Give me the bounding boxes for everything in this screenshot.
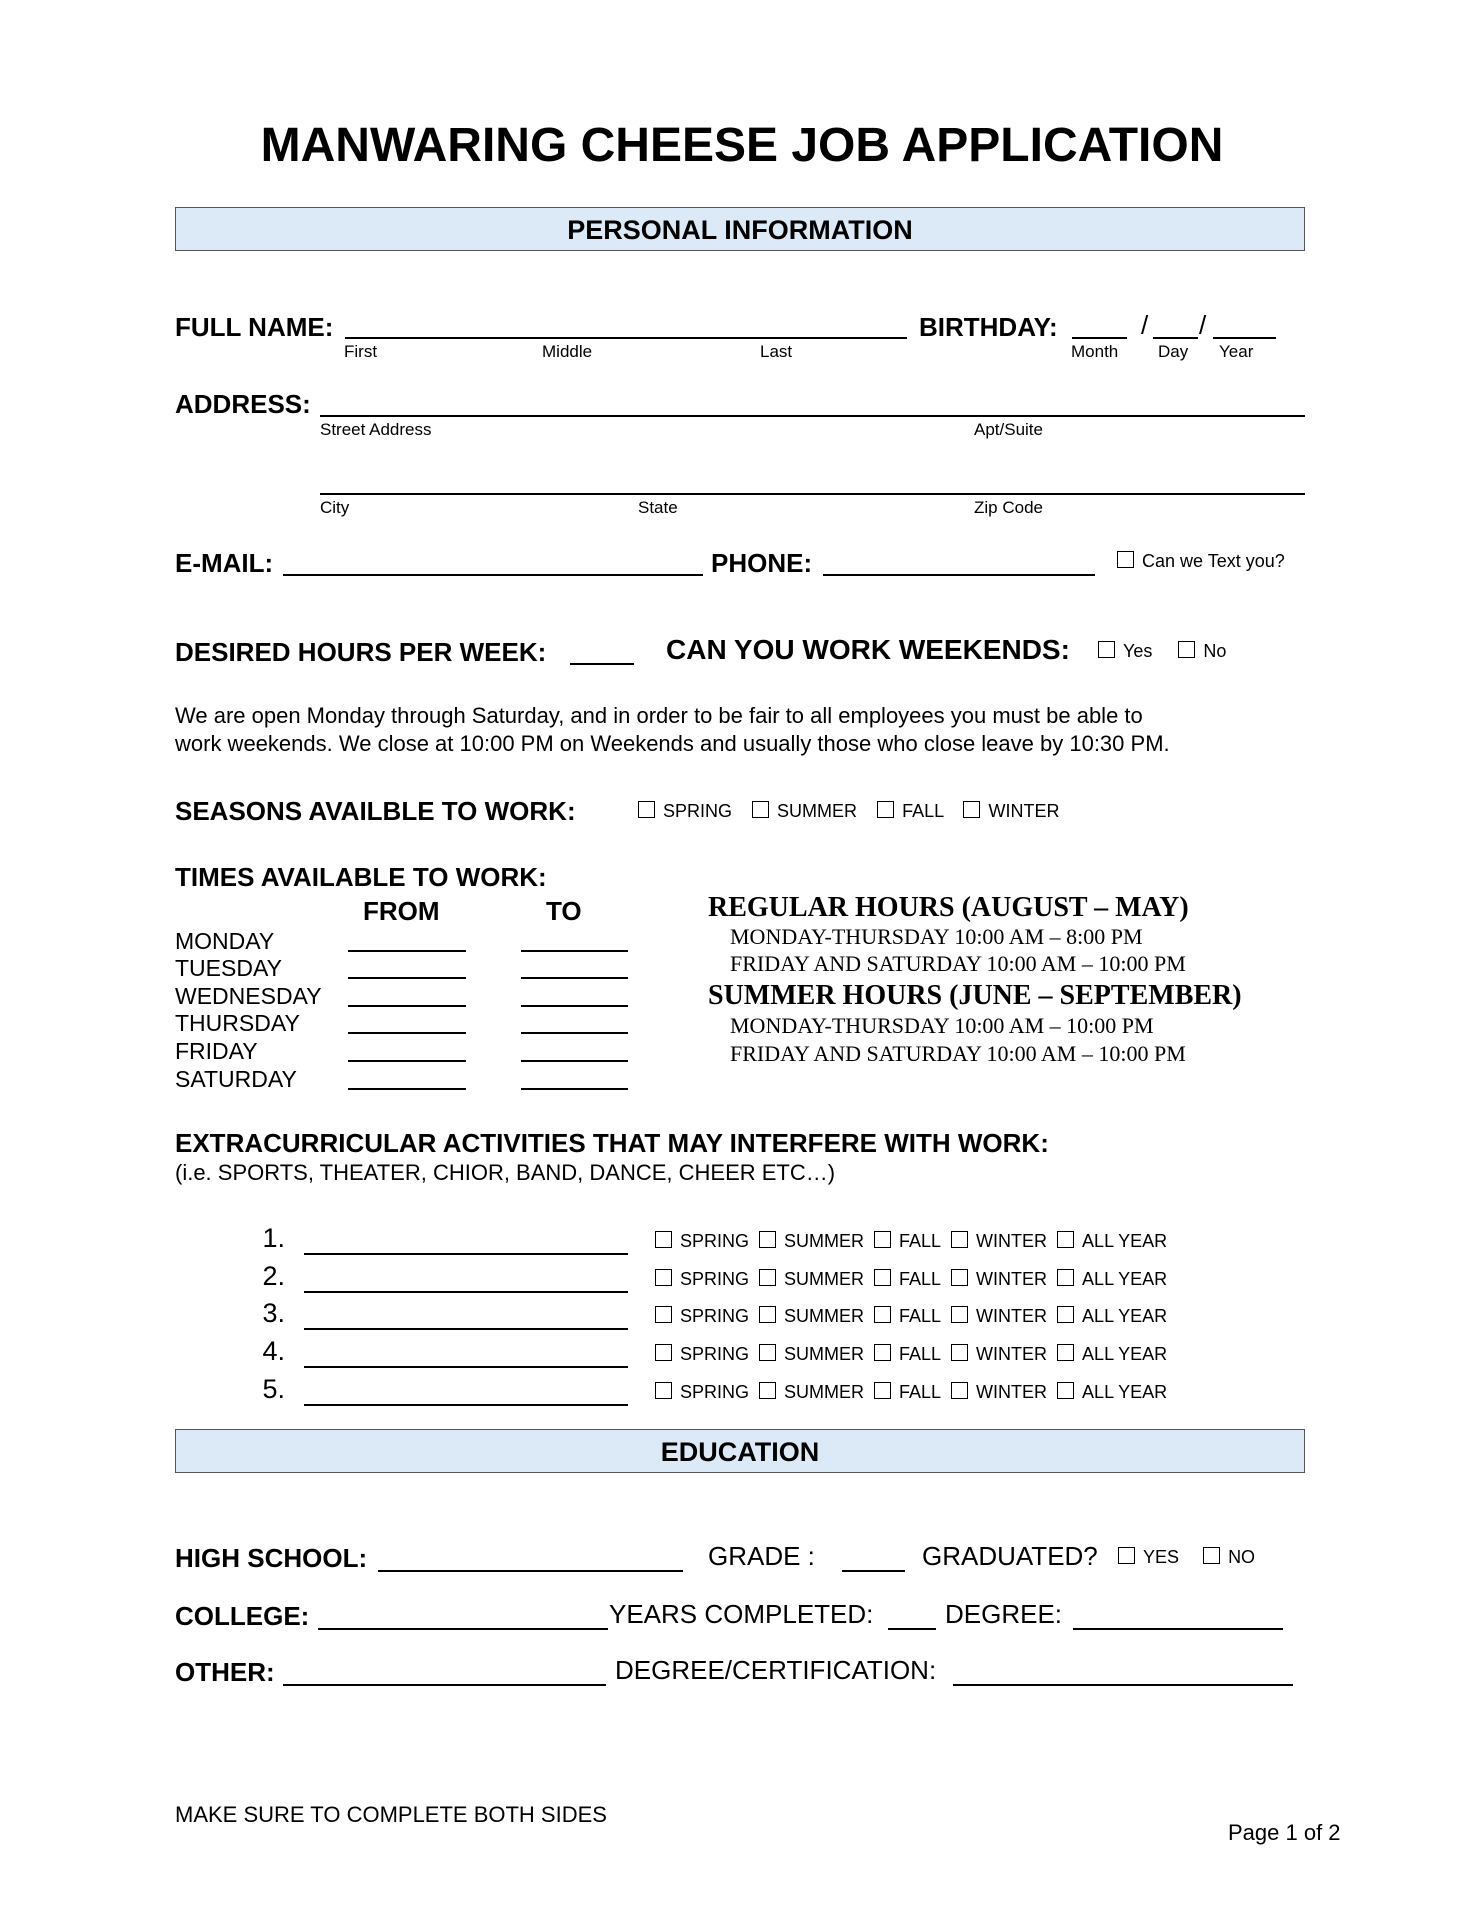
degree-label: DEGREE: bbox=[945, 1599, 1063, 1629]
activity-5-season-options bbox=[655, 1382, 1167, 1403]
activity-3-all-year-label: ALL YEAR bbox=[1082, 1306, 1168, 1326]
activity-4-field[interactable] bbox=[304, 1366, 628, 1368]
activity-2-winter-label: WINTER bbox=[976, 1269, 1048, 1289]
activity-1-all-year-checkbox[interactable] bbox=[1057, 1231, 1074, 1248]
activity-2-all-year-label: ALL YEAR bbox=[1082, 1269, 1168, 1289]
weekends-no-label: No bbox=[1203, 641, 1227, 661]
page-number: Page 1 of 2 bbox=[1228, 1820, 1341, 1845]
activity-3-fall-label: FALL bbox=[899, 1306, 942, 1326]
weekend-notice-line-2: work weekends. We close at 10:00 PM on Weekends and usually those who close leave by 10:30 PM. bbox=[175, 731, 1170, 756]
birthday-year-field[interactable] bbox=[1213, 337, 1276, 339]
birthday-separator-1: / bbox=[1141, 310, 1149, 340]
activity-1-summer-label: SUMMER bbox=[784, 1231, 865, 1251]
summer-hours-title: SUMMER HOURS (JUNE – SEPTEMBER) bbox=[708, 980, 1242, 1011]
graduated-yes-checkbox[interactable] bbox=[1118, 1547, 1135, 1564]
activity-5-spring-label: SPRING bbox=[680, 1382, 750, 1402]
phone-label: PHONE: bbox=[711, 548, 813, 578]
wednesday-from-field[interactable] bbox=[348, 1005, 466, 1007]
saturday-from-field[interactable] bbox=[348, 1088, 466, 1090]
weekends-no-checkbox[interactable] bbox=[1178, 641, 1195, 658]
activity-2-season-options bbox=[655, 1269, 1167, 1290]
degree-field[interactable] bbox=[1073, 1628, 1283, 1630]
street-address-caption: Street Address bbox=[320, 420, 432, 439]
activity-5-all-year-label: ALL YEAR bbox=[1082, 1382, 1168, 1402]
day-thursday: THURSDAY bbox=[175, 1010, 300, 1036]
activity-1-spring-checkbox[interactable] bbox=[655, 1231, 672, 1248]
activity-3-winter-label: WINTER bbox=[976, 1306, 1048, 1326]
years-completed-label: YEARS COMPLETED: bbox=[609, 1599, 874, 1629]
activity-4-all-year-label: ALL YEAR bbox=[1082, 1344, 1168, 1364]
regular-hours-weekdays: MONDAY-THURSDAY 10:00 AM – 8:00 PM bbox=[730, 924, 1143, 949]
activity-5-winter-label: WINTER bbox=[976, 1382, 1048, 1402]
activity-5-fall-label: FALL bbox=[899, 1382, 942, 1402]
weekend-notice-line-1: We are open Monday through Saturday, and in order to be fair to all employees you must be able to bbox=[175, 703, 1143, 728]
apt-suite-caption: Apt/Suite bbox=[974, 420, 1043, 439]
activity-3-summer-label: SUMMER bbox=[784, 1306, 865, 1326]
tuesday-from-field[interactable] bbox=[348, 977, 466, 979]
extracurricular-label: EXTRACURRICULAR ACTIVITIES THAT MAY INTERFERE WITH WORK: bbox=[175, 1128, 1049, 1158]
friday-from-field[interactable] bbox=[348, 1060, 466, 1062]
activity-4-spring-label: SPRING bbox=[680, 1344, 750, 1364]
activity-4-summer-label: SUMMER bbox=[784, 1344, 865, 1364]
activity-5-summer-label: SUMMER bbox=[784, 1382, 865, 1402]
regular-hours-title: REGULAR HOURS (AUGUST – MAY) bbox=[708, 892, 1189, 923]
activity-3-spring-label: SPRING bbox=[680, 1306, 750, 1326]
degree-certification-label: DEGREE/CERTIFICATION: bbox=[615, 1655, 937, 1685]
season-summer-checkbox[interactable] bbox=[752, 801, 769, 818]
seasons-options bbox=[638, 801, 1059, 822]
activity-1-winter-label: WINTER bbox=[976, 1231, 1048, 1251]
activity-3-summer-checkbox[interactable] bbox=[759, 1306, 776, 1323]
activity-2-summer-checkbox[interactable] bbox=[759, 1269, 776, 1286]
regular-hours-weekend: FRIDAY AND SATURDAY 10:00 AM – 10:00 PM bbox=[730, 951, 1186, 976]
graduated-label: GRADUATED? bbox=[922, 1541, 1098, 1571]
activity-5-summer-checkbox[interactable] bbox=[759, 1382, 776, 1399]
saturday-to-field[interactable] bbox=[521, 1088, 628, 1090]
monday-to-field[interactable] bbox=[521, 950, 628, 952]
times-available-label: TIMES AVAILABLE TO WORK: bbox=[175, 862, 547, 892]
season-winter-checkbox[interactable] bbox=[963, 801, 980, 818]
activity-3-winter-checkbox[interactable] bbox=[951, 1306, 968, 1323]
activity-5-field[interactable] bbox=[304, 1404, 628, 1406]
zip-code-caption: Zip Code bbox=[974, 498, 1043, 517]
thursday-to-field[interactable] bbox=[521, 1032, 628, 1034]
activity-1-all-year-label: ALL YEAR bbox=[1082, 1231, 1168, 1251]
high-school-field[interactable] bbox=[378, 1570, 683, 1572]
activity-number: 1. bbox=[262, 1223, 285, 1253]
desired-hours-label: DESIRED HOURS PER WEEK: bbox=[175, 637, 547, 667]
years-completed-field[interactable] bbox=[888, 1628, 936, 1630]
day-monday: MONDAY bbox=[175, 928, 275, 954]
month-caption: Month bbox=[1071, 342, 1119, 361]
activity-1-field[interactable] bbox=[304, 1253, 628, 1255]
year-caption: Year bbox=[1219, 342, 1254, 361]
day-caption: Day bbox=[1158, 342, 1189, 361]
season-spring-label: SPRING bbox=[663, 801, 733, 821]
activity-2-spring-label: SPRING bbox=[680, 1269, 750, 1289]
desired-hours-field[interactable] bbox=[570, 663, 634, 665]
high-school-label: HIGH SCHOOL: bbox=[175, 1543, 368, 1573]
day-tuesday: TUESDAY bbox=[175, 955, 282, 981]
city-state-zip-field[interactable] bbox=[320, 493, 1305, 495]
full-name-field[interactable] bbox=[345, 337, 907, 339]
activity-4-winter-checkbox[interactable] bbox=[951, 1344, 968, 1361]
activity-2-all-year-checkbox[interactable] bbox=[1057, 1269, 1074, 1286]
grade-field[interactable] bbox=[842, 1570, 905, 1572]
birthday-month-field[interactable] bbox=[1072, 337, 1127, 339]
email-field[interactable] bbox=[283, 574, 703, 576]
degree-certification-field[interactable] bbox=[953, 1684, 1293, 1686]
activity-5-winter-checkbox[interactable] bbox=[951, 1382, 968, 1399]
activity-4-spring-checkbox[interactable] bbox=[655, 1344, 672, 1361]
college-label: COLLEGE: bbox=[175, 1601, 310, 1631]
graduated-yes-label: YES bbox=[1143, 1547, 1180, 1567]
can-text-checkbox[interactable] bbox=[1117, 551, 1134, 568]
activity-1-season-options bbox=[655, 1231, 1167, 1252]
extracurricular-example: (i.e. SPORTS, THEATER, CHIOR, BAND, DANCE, CHEER ETC…) bbox=[175, 1160, 836, 1185]
birthday-day-field[interactable] bbox=[1153, 337, 1198, 339]
activity-4-all-year-checkbox[interactable] bbox=[1057, 1344, 1074, 1361]
to-column-header: TO bbox=[546, 896, 582, 926]
birthday-label: BIRTHDAY: bbox=[919, 312, 1058, 342]
activity-3-field[interactable] bbox=[304, 1328, 628, 1330]
day-saturday: SATURDAY bbox=[175, 1066, 297, 1092]
activity-2-field[interactable] bbox=[304, 1291, 628, 1293]
activity-5-spring-checkbox[interactable] bbox=[655, 1382, 672, 1399]
street-address-field[interactable] bbox=[320, 415, 1305, 417]
weekends-label: CAN YOU WORK WEEKENDS: bbox=[666, 634, 1070, 665]
activity-4-summer-checkbox[interactable] bbox=[759, 1344, 776, 1361]
summer-hours-weekdays: MONDAY-THURSDAY 10:00 AM – 10:00 PM bbox=[730, 1013, 1154, 1038]
can-text-label: Can we Text you? bbox=[1142, 551, 1285, 571]
activity-number: 4. bbox=[262, 1336, 285, 1366]
season-fall-checkbox[interactable] bbox=[877, 801, 894, 818]
personal-info-header: PERSONAL INFORMATION bbox=[175, 207, 1305, 251]
graduated-options bbox=[1118, 1547, 1255, 1568]
activity-2-fall-checkbox[interactable] bbox=[874, 1269, 891, 1286]
phone-field[interactable] bbox=[823, 574, 1095, 576]
weekends-yes-label: Yes bbox=[1123, 641, 1153, 661]
education-header: EDUCATION bbox=[175, 1429, 1305, 1473]
activity-1-summer-checkbox[interactable] bbox=[759, 1231, 776, 1248]
activity-2-summer-label: SUMMER bbox=[784, 1269, 865, 1289]
other-field[interactable] bbox=[283, 1684, 606, 1686]
tuesday-to-field[interactable] bbox=[521, 977, 628, 979]
graduated-no-checkbox[interactable] bbox=[1203, 1547, 1220, 1564]
email-label: E-MAIL: bbox=[175, 548, 274, 578]
grade-label: GRADE : bbox=[708, 1541, 815, 1571]
weekends-options bbox=[1098, 641, 1226, 662]
from-column-header: FROM bbox=[363, 896, 440, 926]
summer-hours-weekend: FRIDAY AND SATURDAY 10:00 AM – 10:00 PM bbox=[730, 1041, 1186, 1066]
activity-3-fall-checkbox[interactable] bbox=[874, 1306, 891, 1323]
season-fall-label: FALL bbox=[902, 801, 944, 821]
season-winter-label: WINTER bbox=[988, 801, 1060, 821]
page-title: MANWARING CHEESE JOB APPLICATION bbox=[260, 119, 1224, 172]
friday-to-field[interactable] bbox=[521, 1060, 628, 1062]
thursday-from-field[interactable] bbox=[348, 1032, 466, 1034]
can-text-option bbox=[1117, 551, 1285, 572]
activity-1-fall-label: FALL bbox=[899, 1231, 942, 1251]
activity-1-spring-label: SPRING bbox=[680, 1231, 750, 1251]
weekends-yes-checkbox[interactable] bbox=[1098, 641, 1115, 658]
full-name-label: FULL NAME: bbox=[175, 312, 334, 342]
activity-number: 5. bbox=[262, 1374, 285, 1404]
day-wednesday: WEDNESDAY bbox=[175, 983, 322, 1009]
city-caption: City bbox=[320, 498, 350, 517]
wednesday-to-field[interactable] bbox=[521, 1005, 628, 1007]
monday-from-field[interactable] bbox=[348, 950, 466, 952]
college-field[interactable] bbox=[318, 1628, 608, 1630]
activity-3-all-year-checkbox[interactable] bbox=[1057, 1306, 1074, 1323]
last-name-caption: Last bbox=[760, 342, 793, 361]
activity-4-fall-label: FALL bbox=[899, 1344, 942, 1364]
season-spring-checkbox[interactable] bbox=[638, 801, 655, 818]
state-caption: State bbox=[638, 498, 678, 517]
activity-1-fall-checkbox[interactable] bbox=[874, 1231, 891, 1248]
activity-2-fall-label: FALL bbox=[899, 1269, 942, 1289]
activity-2-winter-checkbox[interactable] bbox=[951, 1269, 968, 1286]
birthday-separator-2: / bbox=[1199, 310, 1207, 340]
middle-name-caption: Middle bbox=[542, 342, 593, 361]
address-label: ADDRESS: bbox=[175, 389, 311, 419]
activity-number: 2. bbox=[262, 1261, 285, 1291]
activity-3-spring-checkbox[interactable] bbox=[655, 1306, 672, 1323]
activity-4-winter-label: WINTER bbox=[976, 1344, 1048, 1364]
complete-both-sides-note: MAKE SURE TO COMPLETE BOTH SIDES bbox=[175, 1802, 607, 1827]
graduated-no-label: NO bbox=[1228, 1547, 1256, 1567]
activity-5-all-year-checkbox[interactable] bbox=[1057, 1382, 1074, 1399]
activity-1-winter-checkbox[interactable] bbox=[951, 1231, 968, 1248]
activity-2-spring-checkbox[interactable] bbox=[655, 1269, 672, 1286]
activity-4-season-options bbox=[655, 1344, 1167, 1365]
activity-4-fall-checkbox[interactable] bbox=[874, 1344, 891, 1361]
day-friday: FRIDAY bbox=[175, 1038, 258, 1064]
season-summer-label: SUMMER bbox=[777, 801, 858, 821]
activity-number: 3. bbox=[262, 1298, 285, 1328]
other-label: OTHER: bbox=[175, 1657, 275, 1687]
seasons-label: SEASONS AVAILBLE TO WORK: bbox=[175, 796, 576, 826]
activity-5-fall-checkbox[interactable] bbox=[874, 1382, 891, 1399]
activity-3-season-options bbox=[655, 1306, 1167, 1327]
first-name-caption: First bbox=[344, 342, 378, 361]
